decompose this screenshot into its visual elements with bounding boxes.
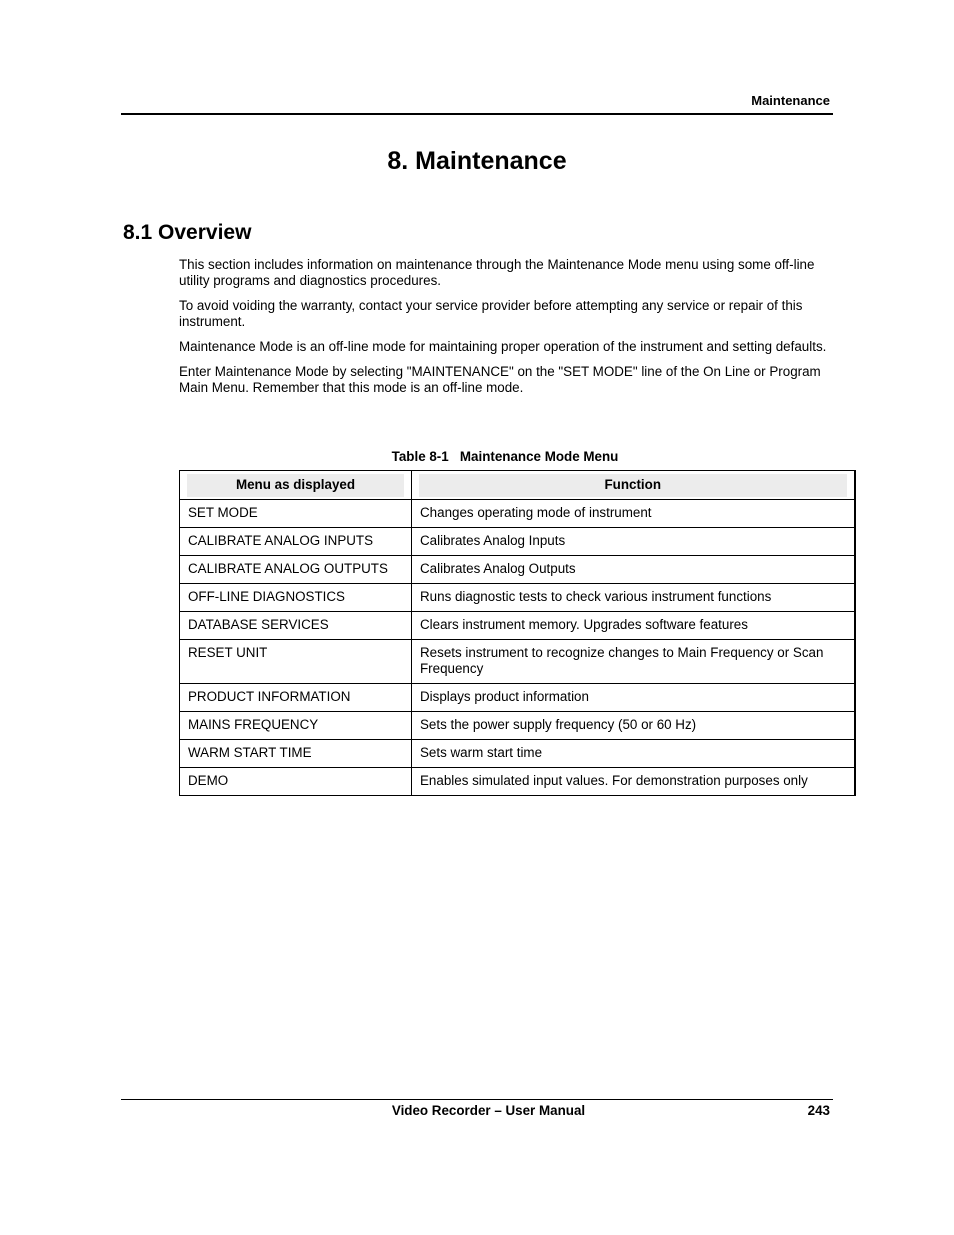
table-row: [180, 556, 855, 584]
table-row: [180, 612, 855, 640]
function-cell: Sets the power supply frequency (50 or 60 Hz): [412, 712, 855, 740]
column-header-menu: [180, 471, 412, 500]
page-number: 243: [807, 1103, 830, 1118]
running-header-label: Maintenance: [751, 93, 830, 108]
menu-cell: CALIBRATE ANALOG OUTPUTS: [180, 556, 412, 584]
menu-cell: CALIBRATE ANALOG INPUTS: [180, 528, 412, 556]
function-cell: Enables simulated input values. For demonstration purposes only: [412, 768, 855, 796]
table-header-row: [180, 471, 855, 500]
section-body: [179, 257, 829, 405]
paragraph: This section includes information on maintenance through the Maintenance Mode menu using some off-line utility programs and diagnostics procedures.: [179, 257, 815, 288]
table-row: [180, 684, 855, 712]
footer-rule: [121, 1099, 833, 1100]
paragraph: Maintenance Mode is an off-line mode for maintaining proper operation of the instrument and setting defaults.: [179, 339, 827, 354]
header-rule: [121, 113, 833, 115]
menu-cell: PRODUCT INFORMATION: [180, 684, 412, 712]
column-header-function: [412, 471, 855, 500]
menu-cell: MAINS FREQUENCY: [180, 712, 412, 740]
function-cell: Calibrates Analog Outputs: [412, 556, 855, 584]
table-row: [180, 528, 855, 556]
menu-cell: WARM START TIME: [180, 740, 412, 768]
paragraph: To avoid voiding the warranty, contact your service provider before attempting any service or repair of this instrument.: [179, 298, 803, 329]
maintenance-menu-table: [179, 470, 856, 796]
function-cell: Resets instrument to recognize changes to Main Frequency or Scan Frequency: [412, 640, 855, 684]
function-cell: Calibrates Analog Inputs: [412, 528, 855, 556]
function-cell: Clears instrument memory. Upgrades software features: [412, 612, 855, 640]
menu-cell: SET MODE: [180, 500, 412, 528]
table-row: [180, 640, 855, 684]
table-row: [180, 584, 855, 612]
paragraph: Enter Maintenance Mode by selecting "MAINTENANCE" on the "SET MODE" line of the On Line or Program Main Menu. Remember that this mode is an off-line mode.: [179, 364, 821, 395]
column-header-label: Function: [419, 474, 847, 497]
chapter-title: 8. Maintenance: [387, 147, 567, 175]
table-row: [180, 712, 855, 740]
table-caption: Table 8-1 Maintenance Mode Menu: [391, 449, 619, 464]
function-cell: Displays product information: [412, 684, 855, 712]
menu-cell: DATABASE SERVICES: [180, 612, 412, 640]
menu-cell: RESET UNIT: [180, 640, 412, 684]
function-cell: Changes operating mode of instrument: [412, 500, 855, 528]
section-title: 8.1 Overview: [123, 221, 252, 244]
table-row: [180, 768, 855, 796]
footer-title: Video Recorder – User Manual: [391, 1103, 586, 1118]
table-row: [180, 500, 855, 528]
column-header-label: Menu as displayed: [187, 474, 404, 497]
menu-cell: OFF-LINE DIAGNOSTICS: [180, 584, 412, 612]
menu-cell: DEMO: [180, 768, 412, 796]
function-cell: Runs diagnostic tests to check various instrument functions: [412, 584, 855, 612]
function-cell: Sets warm start time: [412, 740, 855, 768]
table-row: [180, 740, 855, 768]
